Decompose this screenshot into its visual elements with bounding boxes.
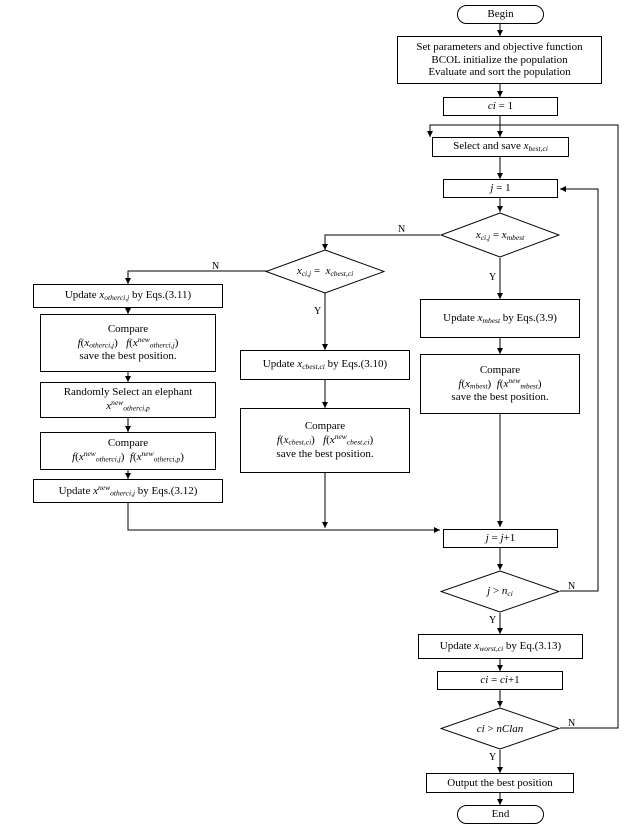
node-compare-mbest [420, 354, 580, 414]
edge-label-cbest-yes: Y [314, 306, 322, 317]
node-begin-label: Begin [487, 8, 514, 21]
edge-label-mbest-yes: Y [489, 272, 497, 283]
node-ci-inc [437, 671, 563, 690]
decision-xmbest [440, 212, 560, 258]
node-update-other-new [33, 479, 223, 503]
node-update-mbest [420, 299, 580, 338]
setup-line-2: BCOL initialize the population [431, 53, 568, 66]
setup-line-3: Evaluate and sort the population [428, 66, 571, 79]
node-update-worst [418, 634, 583, 659]
random-select-line-1: Randomly Select an elephant [63, 386, 193, 399]
edge-label-j-no: N [568, 581, 576, 592]
node-compare-other [40, 314, 216, 372]
node-compare-cbest [240, 408, 410, 473]
node-j-inc [443, 529, 558, 548]
node-compare-other-2 [40, 432, 216, 470]
random-select-line-2: $x^{new}_{otherci,p}$ [106, 398, 150, 413]
setup-line-1: Set parameters and objective function [416, 40, 583, 53]
compare-mbest-line-2: $f(x_{mbest})$ $f(x^{new}_{mbest})$ [458, 375, 542, 391]
edge-label-cbest-no: N [212, 261, 220, 272]
decision-ci-label: ci > nClan [476, 722, 524, 735]
node-j-init [443, 179, 558, 198]
decision-xcbest-label: $x_{ci,j} = x_{cbest,ci}$ [296, 265, 354, 278]
compare-cbest-line-3: save the best position. [276, 447, 374, 460]
node-update-cbest [240, 350, 410, 380]
update-mbest-label: Update $x_{mbest}$ by Eqs.(3.9) [443, 311, 557, 325]
update-other-label: Update $x_{otherci,j}$ by Eqs.(3.11) [64, 289, 192, 303]
j-init-label: j = 1 [490, 182, 511, 195]
compare-other-2-line-1: Compare [107, 437, 149, 450]
decision-xmbest-label: $x_{ci,j} = x_{mbest}$ [475, 228, 525, 242]
decision-xcbest [265, 249, 385, 294]
decision-j-label: $j > n_{ci}$ [487, 585, 513, 598]
output-label: Output the best position [447, 776, 553, 789]
node-output [426, 773, 574, 793]
ci-init-label: ci = 1 [487, 100, 514, 113]
node-update-other [33, 284, 223, 308]
update-cbest-label: Update $x_{cbest,ci}$ by Eqs.(3.10) [262, 358, 388, 372]
compare-other-line-3: save the best position. [79, 350, 177, 363]
ci-inc-label: ci = ci+1 [480, 674, 520, 687]
edge-label-j-yes: Y [489, 615, 497, 626]
j-inc-label: j = j+1 [485, 532, 516, 545]
compare-cbest-line-1: Compare [304, 420, 346, 433]
compare-other-line-2: $f(x_{otherci,j})$ $f(x^{new}_{otherci,j})$ [77, 334, 179, 350]
node-select-save [432, 137, 569, 157]
update-other-new-label: Update $x^{new}_{otherci,j}$ by Eqs.(3.12) [58, 482, 198, 498]
node-setup [397, 36, 602, 84]
select-save-label: Select and save $x_{best,ci}$ [453, 140, 548, 154]
decision-j [440, 570, 560, 613]
node-begin [457, 5, 544, 24]
compare-mbest-line-1: Compare [479, 363, 521, 376]
edge-label-mbest-no: N [398, 224, 406, 235]
compare-cbest-line-2: $f(x_{cbest,ci})$ $f(x^{new}_{cbest,ci})$ [276, 432, 374, 447]
decision-ci [440, 707, 560, 750]
edge-label-ci-yes: Y [489, 752, 497, 763]
node-end [457, 805, 544, 824]
compare-other-2-line-2: $f(x^{new}_{otherci,j})$ $f(x^{new}_{otherci,p})$ [72, 449, 184, 464]
node-ci-init [443, 97, 558, 116]
compare-mbest-line-3: save the best position. [451, 391, 549, 404]
edge-label-ci-no: N [568, 718, 576, 729]
compare-other-line-1: Compare [107, 322, 149, 335]
update-worst-label: Update $x_{worst,ci}$ by Eq.(3.13) [439, 639, 562, 653]
node-end-label: End [491, 808, 510, 821]
node-random-select [40, 382, 216, 418]
